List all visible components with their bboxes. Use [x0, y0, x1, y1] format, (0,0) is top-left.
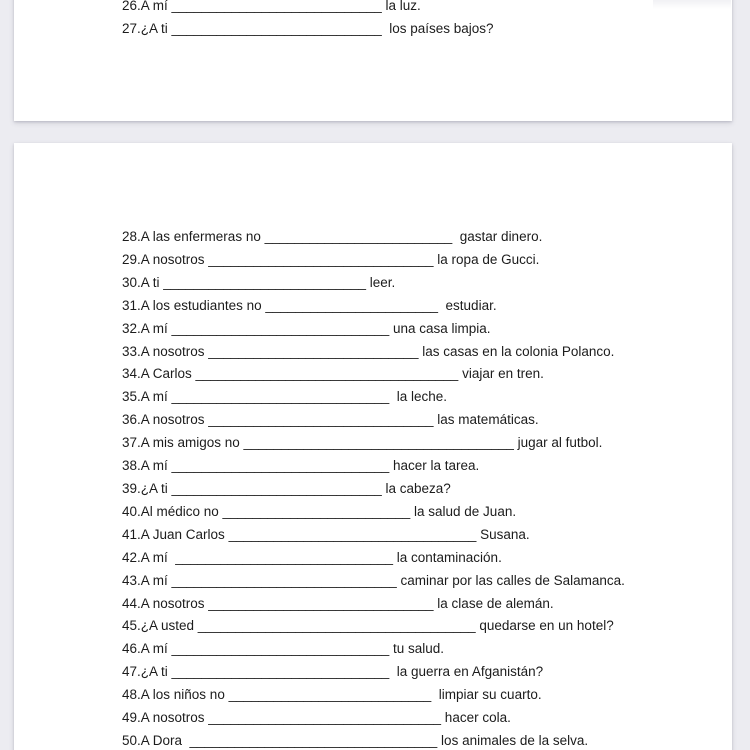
worksheet-line-45: 45.¿A usted _____________________________________ quedarse en un hotel?: [122, 618, 614, 634]
worksheet-line-30: 30.A ti ___________________________ leer.: [122, 274, 396, 290]
document-page-1: [14, 0, 732, 121]
worksheet-line-39: 39.¿A ti ____________________________ la cabeza?: [122, 480, 451, 496]
worksheet-line-49: 49.A nosotros _______________________________ hacer cola.: [122, 710, 511, 726]
worksheet-line-40: 40.Al médico no _________________________ la salud de Juan.: [122, 503, 517, 519]
worksheet-line-28: 28.A las enfermeras no _________________________ gastar dinero.: [122, 229, 543, 244]
worksheet-line-42: 42.A mí _____________________________ la contaminación.: [122, 549, 502, 565]
worksheet-line-46: 46.A mí _____________________________ tu salud.: [122, 641, 445, 657]
page-1-content: [14, 0, 732, 41]
worksheet-line-26: 26.A mí ____________________________ la luz.: [122, 0, 421, 13]
document-page-2: [14, 143, 732, 750]
worksheet-line-48: 48.A los niños no ___________________________ limpiar su cuarto.: [122, 687, 542, 703]
worksheet-line-50: 50.A Dora _________________________________ los animales de la selva.: [122, 732, 589, 748]
worksheet-line-47: 47.¿A ti _____________________________ la guerra en Afganistán?: [122, 664, 544, 680]
worksheet-line-29: 29.A nosotros ______________________________ la ropa de Gucci.: [122, 251, 540, 267]
worksheet-line-36: 36.A nosotros ______________________________ las matemáticas.: [122, 412, 539, 428]
worksheet-line-31: 31.A los estudiantes no _______________________ estudiar.: [122, 297, 497, 313]
worksheet-line-33: 33.A nosotros ____________________________ las casas en la colonia Polanco.: [122, 343, 615, 359]
worksheet-line-37: 37.A mis amigos no ____________________________________ jugar al futbol.: [122, 435, 603, 451]
worksheet-line-43: 43.A mí ______________________________ caminar por las calles de Salamanca.: [122, 572, 625, 588]
worksheet-line-41: 41.A Juan Carlos _________________________________ Susana.: [122, 526, 530, 542]
worksheet-line-27: 27.¿A ti ____________________________ los países bajos?: [122, 20, 494, 36]
worksheet-line-35: 35.A mí _____________________________ la leche.: [122, 389, 448, 405]
worksheet-line-44: 44.A nosotros ______________________________ la clase de alemán.: [122, 595, 554, 611]
page-2-content: [14, 143, 732, 750]
worksheet-line-32: 32.A mí _____________________________ una casa limpia.: [122, 320, 491, 336]
worksheet-line-34: 34.A Carlos ___________________________________ viajar en tren.: [122, 366, 544, 382]
worksheet-line-38: 38.A mí _____________________________ hacer la tarea.: [122, 458, 480, 474]
